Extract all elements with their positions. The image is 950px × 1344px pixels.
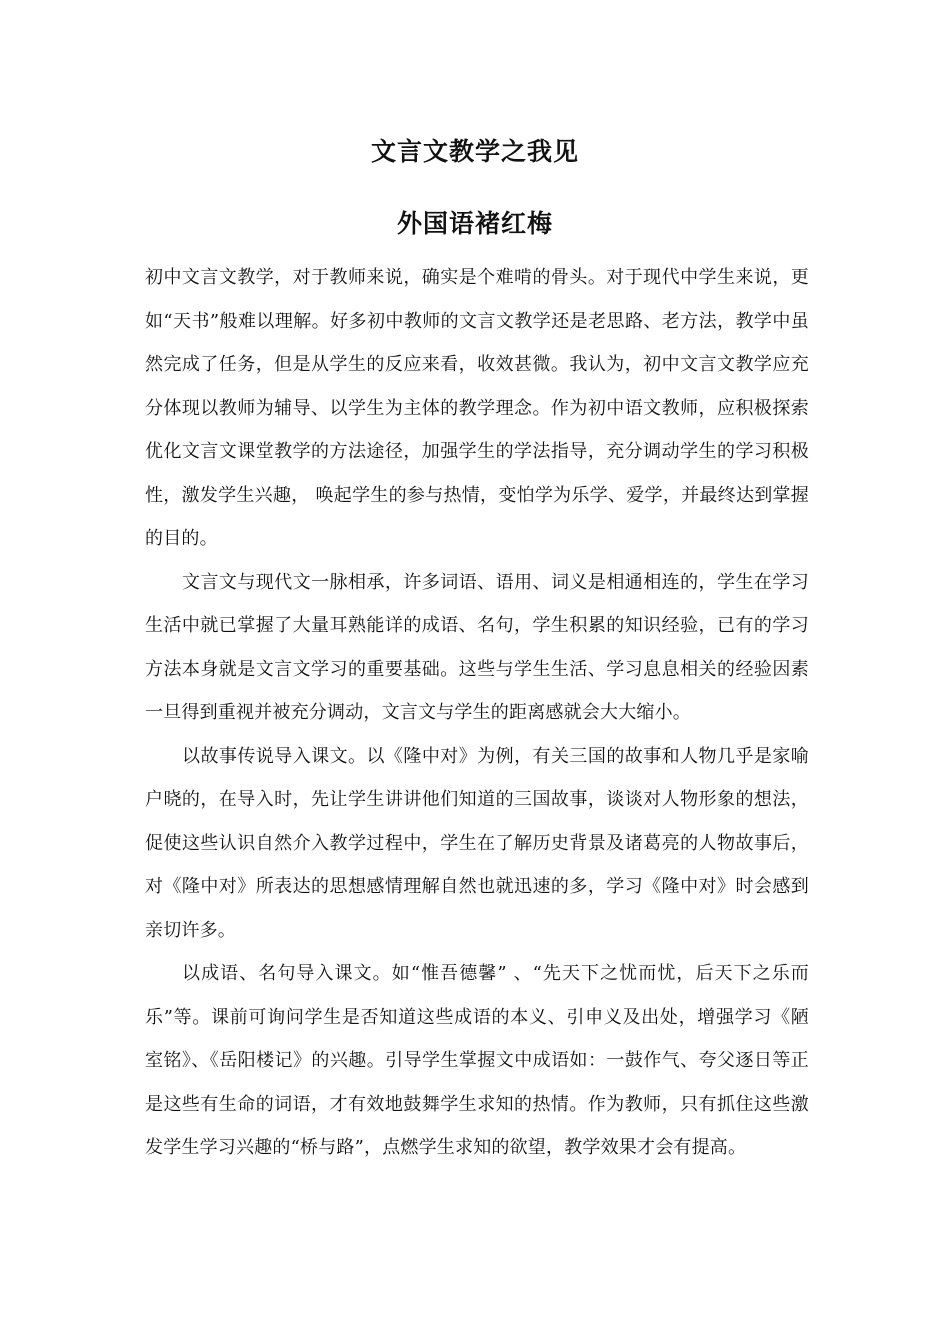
paragraph-continuity: 文言文与现代文一脉相承，许多词语、语用、词义是相通相连的，学生在学习生活中就已掌握了大量耳熟能详的成语、名句，学生积累的知识经验，已有的学习方法本身就是文言文学习的重要基础。这些与学生生活、学习息息相关的经验因素一旦得到重视并被充分调动，文言文与学生的距离感就会大大缩小。 (145, 571, 809, 723)
document-body (145, 256, 809, 1170)
paragraph-story-introduction: 以故事传说导入课文。以《隆中对》为例，有关三国的故事和人物几乎是家喻户晓的，在导入时，先让学生讲讲他们知道的三国故事，谈谈对人物形象的想法，促使这些认识自然介入教学过程中，学生在了解历史背景及诸葛亮的人物故事后，对《隆中对》所表达的思想感情理解自然也就迅速的多，学习《隆中对》时会感到亲切许多。 (145, 745, 809, 941)
paragraph-idiom-introduction: 以成语、名句导入课文。如“惟吾德馨” 、“先天下之忧而忧，后天下之乐而乐”等。课前可询问学生是否知道这些成语的本义、引申义及出处，增强学习《陋室铭》、《岳阳楼记》的兴趣。引导学生掌握文中成语如：一鼓作气、夸父逐日等正是这些有生命的词语，才有效地鼓舞学生求知的热情。作为教师，只有抓住这些激发学生学习兴趣的“桥与路”，点燃学生求知的欲望，教学效果才会有提高。 (145, 963, 809, 1158)
paragraph-intro: 初中文言文教学，对于教师来说，确实是个难啃的骨头。对于现代中学生来说，更如“天书”般难以理解。好多初中教师的文言文教学还是老思路、老方法，教学中虽然完成了任务，但是从学生的反应来看，收效甚微。我认为，初中文言文教学应充分体现以教师为辅导、以学生为主体的教学理念。作为初中语文教师，应积极探索优化文言文课堂教学的方法途径，加强学生的学法指导，充分调动学生的学习积极性，激发学生兴趣， 唤起学生的参与热情，变怕学为乐学、爱学，并最终达到掌握的目的。 (145, 267, 809, 549)
document-author: 外国语褚红梅 (396, 209, 553, 238)
document-title: 文言文教学之我见 (370, 137, 579, 166)
